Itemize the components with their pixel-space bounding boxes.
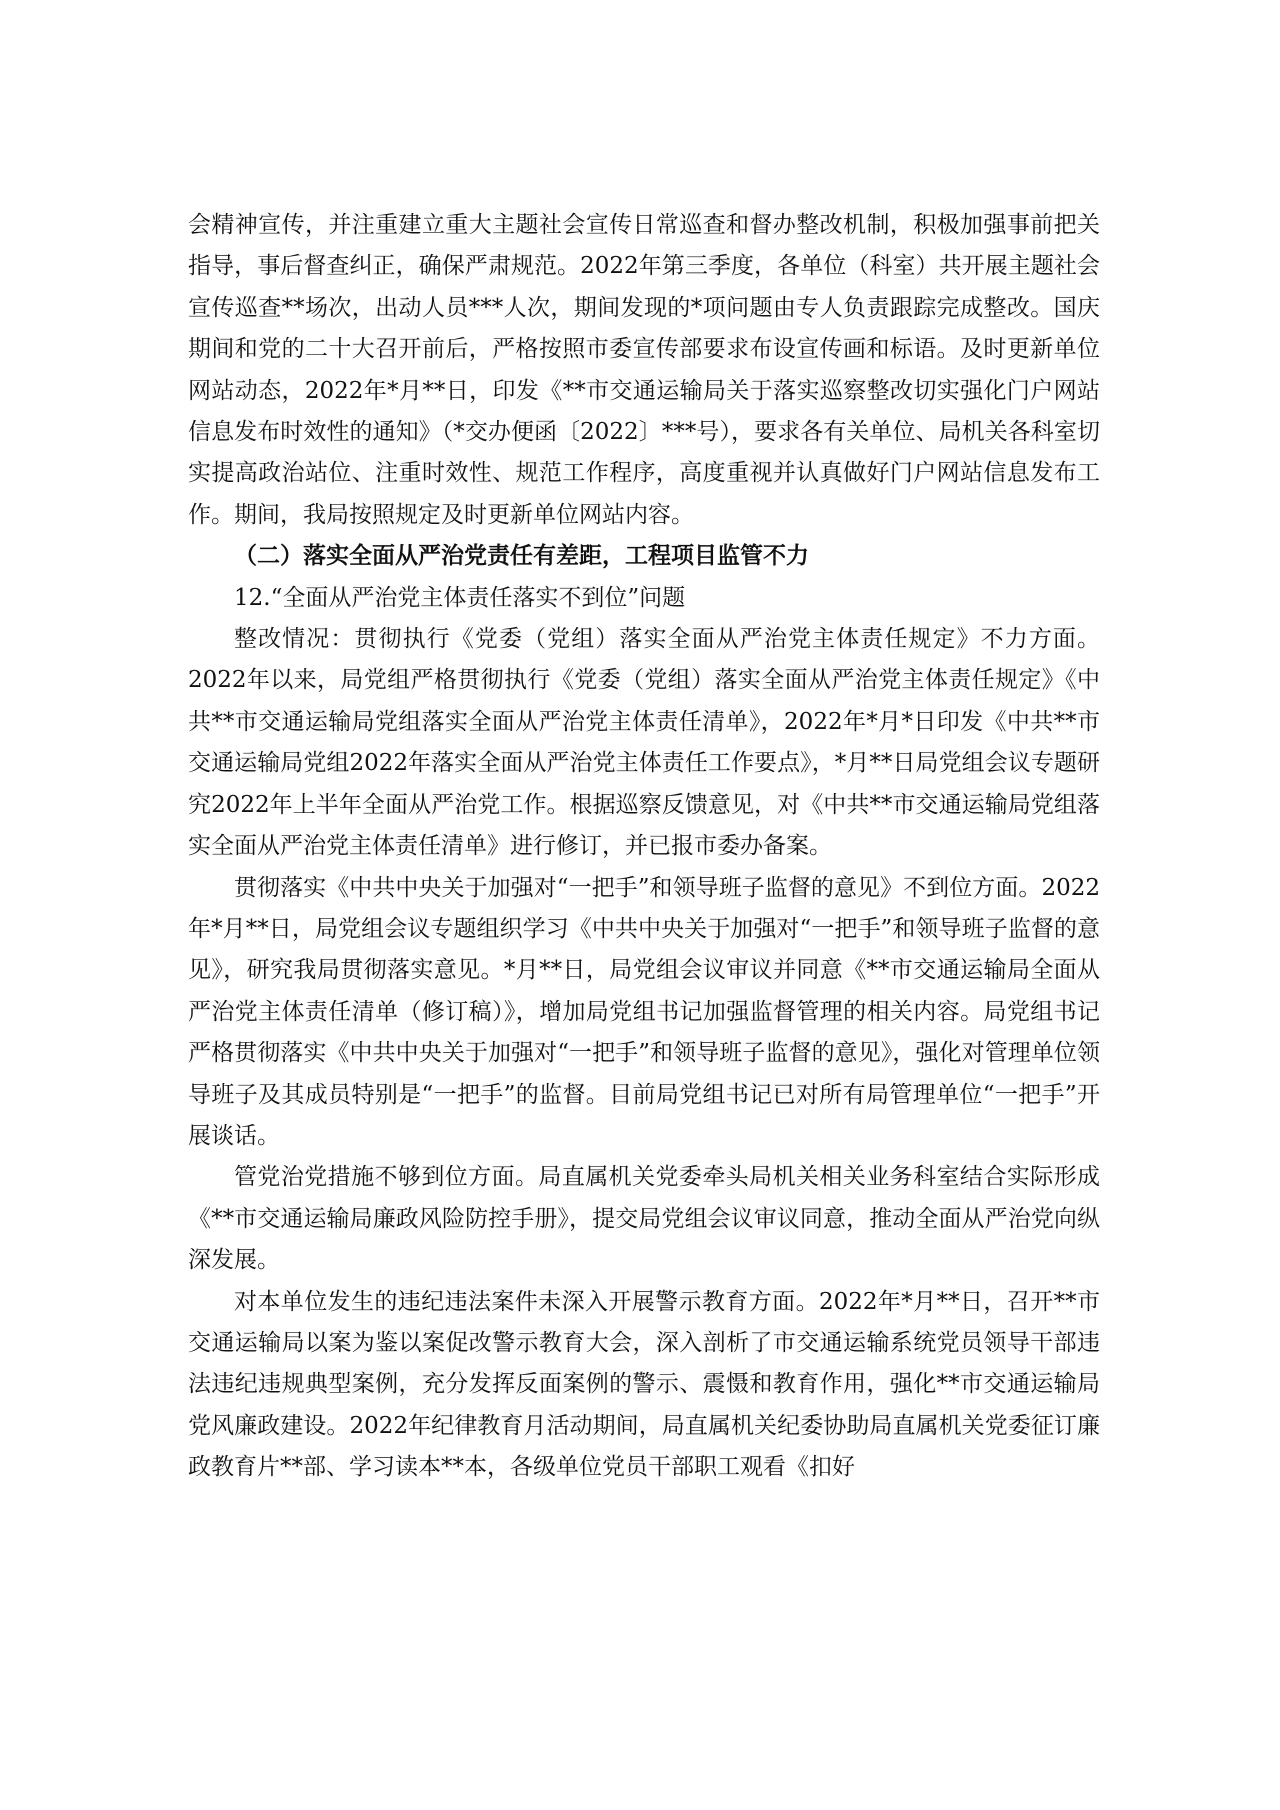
document-body [188, 205, 1100, 1489]
paragraph-leadership-supervision: 贯彻落实《中共中央关于加强对“一把手”和领导班子监督的意见》不到位方面。2022年*月**日，局党组会议专题组织学习《中共中央关于加强对“一把手”和领导班子监督的意见》，研究我局贯彻落实意见。*月**日，局党组会议审议并同意《**市交通运输局全面从严治党主体责任清单（修订稿）》，增加局党组书记加强监督管理的相关内容。局党组书记严格贯彻落实《中共中央关于加强对“一把手”和领导班子监督的意见》，强化对管理单位领导班子及其成员特别是“一把手”的监督。目前局党组书记已对所有局管理单位“一把手”开展谈话。 [188, 874, 1100, 1149]
item-title: 12.“全面从严治党主体责任落实不到位”问题 [234, 584, 686, 611]
paragraph-party-management: 管党治党措施不够到位方面。局直属机关党委牵头局机关相关业务科室结合实际形成《**市交通运输局廉政风险防控手册》，提交局党组会议审议同意，推动全面从严治党向纵深发展。 [188, 1164, 1100, 1274]
paragraph-continuation: 会精神宣传，并注重建立重大主题社会宣传日常巡查和督办整改机制，积极加强事前把关指导，事后督查纠正，确保严肃规范。2022年第三季度，各单位（科室）共开展主题社会宣传巡查**场次，出动人员***人次，期间发现的*项问题由专人负责跟踪完成整改。国庆期间和党的二十大召开前后，严格按照市委宣传部要求布设宣传画和标语。及时更新单位网站动态，2022年*月**日，印发《**市交通运输局关于落实巡察整改切实强化门户网站信息发布时效性的通知》（*交办便函〔2022〕***号），要求各有关单位、局机关各科室切实提高政治站位、注重时效性、规范工作程序，高度重视并认真做好门户网站信息发布工作。期间，我局按照规定及时更新单位网站内容。 [188, 212, 1100, 528]
section-heading: （二）落实全面从严治党责任有差距，工程项目监管不力 [234, 543, 809, 570]
paragraph-rectification: 整改情况：贯彻执行《党委（党组）落实全面从严治党主体责任规定》不力方面。2022年以来，局党组严格贯彻执行《党委（党组）落实全面从严治党主体责任规定》《中共**市交通运输局党组落实全面从严治党主体责任清单》，2022年*月*日印发《中共**市交通运输局党组2022年落实全面从严治党主体责任工作要点》，*月**日局党组会议专题研究2022年上半年全面从严治党工作。根据巡察反馈意见，对《中共**市交通运输局党组落实全面从严治党主体责任清单》进行修订，并已报市委办备案。 [188, 626, 1100, 860]
paragraph-warning-education: 对本单位发生的违纪违法案件未深入开展警示教育方面。2022年*月**日，召开**市交通运输局以案为鉴以案促改警示教育大会，深入剖析了市交通运输系统党员领导干部违法违纪违规典型案例，充分发挥反面案例的警示、震慑和教育作用，强化**市交通运输局党风廉政建设。2022年纪律教育月活动期间，局直属机关纪委协助局直属机关党委征订廉政教育片**部、学习读本**本，各级单位党员干部职工观看《扣好 [188, 1288, 1100, 1481]
